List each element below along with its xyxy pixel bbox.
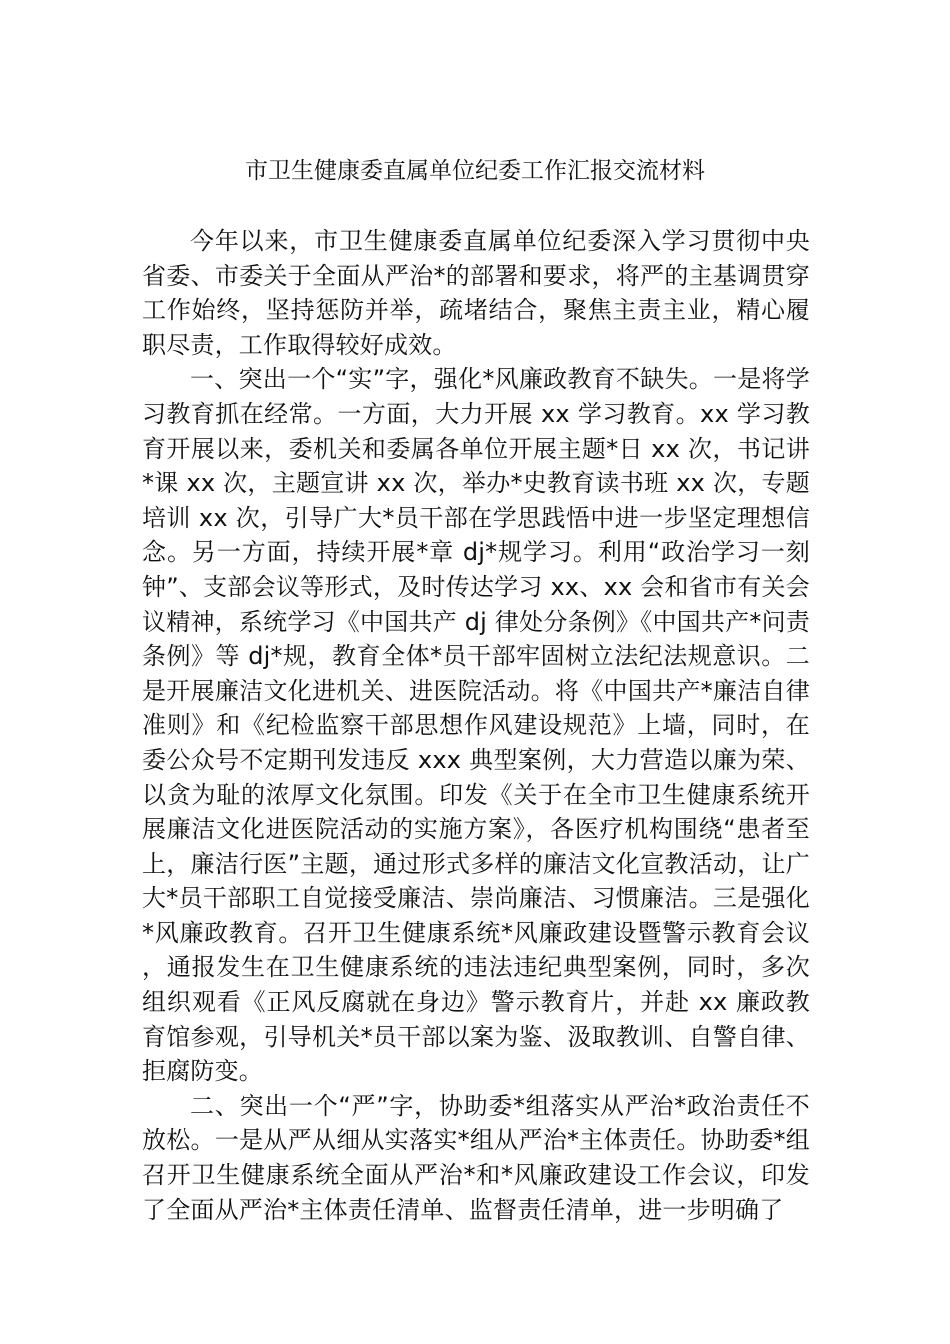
document-title: 市卫生健康委直属单位纪委工作汇报交流材料 <box>245 158 705 184</box>
document-body <box>142 224 810 1227</box>
section-one-paragraph: 一、突出一个“实”字，强化*风廉政教育不缺失。一是将学习教育抓在经常。一方面，大力开展 xx 学习教育。xx 学习教育开展以来，委机关和委属各单位开展主题*日 xx 次，书记讲*课 xx 次，主题宣讲 xx 次，举办*史教育读书班 xx 次，专题培训 xx 次，引导广大*员干部在学思践悟中进一步坚定理想信念。另一方面，持续开展*章 dj*规学习。利用“政治学习一刻钟”、支部会议等形式，及时传达学习 xx、xx 会和省市有关会议精神，系统学习《中国共产 dj 律处分条例》《中国共产*问责条例》等 dj*规，教育全体*员干部牢固树立法纪法规意识。二是开展廉洁文化进机关、进医院活动。将《中国共产*廉洁自律准则》和《纪检监察干部思想作风建设规范》上墙，同时，在委公众号不定期刊发违反 xxx 典型案例，大力营造以廉为荣、以贪为耻的浓厚文化氛围。印发《关于在全市卫生健康系统开展廉洁文化进医院活动的实施方案》，各医疗机构围绕“患者至上，廉洁行医”主题，通过形式多样的廉洁文化宣教活动，让广大*员干部职工自觉接受廉洁、崇尚廉洁、习惯廉洁。三是强化*风廉政教育。召开卫生健康系统*风廉政建设暨警示教育会议，通报发生在卫生健康系统的违法违纪典型案例，同时，多次组织观看《正风反腐就在身边》警示教育片，并赴 xx 廉政教育馆参观，引导机关*员干部以案为鉴、汲取教训、自警自律、拒腐防变。 <box>142 365 810 1086</box>
section-two-paragraph: 二、突出一个“严”字，协助委*组落实从严治*政治责任不放松。一是从严从细从实落实*组从严治*主体责任。协助委*组召开卫生健康系统全面从严治*和*风廉政建设工作会议，印发了全面从严治*主体责任清单、监督责任清单，进一步明确了 <box>142 1091 810 1224</box>
intro-paragraph: 今年以来，市卫生健康委直属单位纪委深入学习贯彻中央省委、市委关于全面从严治*的部署和要求，将严的主基调贯穿工作始终，坚持惩防并举，疏堵结合，聚焦主责主业，精心履职尽责，工作取得较好成效。 <box>142 227 810 359</box>
